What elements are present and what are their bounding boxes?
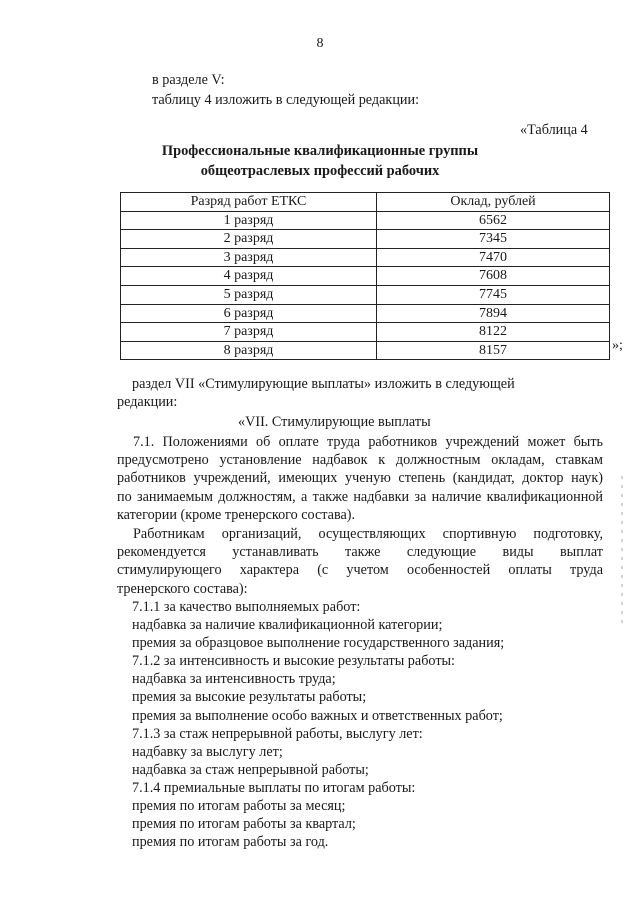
section-intro-line-1: раздел VII «Стимулирующие выплаты» изложить в следующей	[132, 376, 515, 392]
table-row	[121, 211, 610, 230]
grade-cell: 8 разряд	[121, 341, 377, 360]
paragraph-2-line: стимулирующего характера (с учетом особенностей оплаты труда	[117, 562, 603, 579]
list-item: премия за выполнение особо важных и ответственных работ;	[132, 707, 503, 724]
paragraph-1	[117, 433, 603, 524]
intro-line-1: в разделе V:	[152, 72, 225, 88]
salary-cell: 6562	[377, 211, 610, 230]
column-header-grade: Разряд работ ЕТКС	[121, 193, 377, 212]
section-title: «VII. Стимулирующие выплаты	[238, 414, 431, 430]
column-header-salary: Оклад, рублей	[377, 193, 610, 212]
intro-line-2: таблицу 4 изложить в следующей редакции:	[152, 92, 420, 108]
list-item: надбавка за наличие квалификационной категории;	[132, 617, 443, 634]
table-heading-line-1: Профессиональные квалификационные группы	[161, 143, 479, 159]
table-row	[121, 230, 610, 249]
list-item: надбавка за стаж непрерывной работы;	[132, 761, 369, 778]
list-item: премия по итогам работы за квартал;	[132, 816, 356, 833]
table-row	[121, 341, 610, 360]
list-item: премия по итогам работы за месяц;	[132, 798, 346, 815]
table-header-row	[121, 193, 610, 212]
list-item: 7.1.3 за стаж непрерывной работы, выслугу лет:	[132, 725, 423, 742]
paragraph-1-line: 7.1. Положениями об оплате труда работников учреждений может быть	[133, 434, 603, 450]
paragraph-1-line: по занимаемым должностям, а также надбавки за наличие квалификационной	[117, 488, 603, 505]
paragraph-2-line: тренерского состава):	[117, 580, 248, 597]
paragraph-1-line: категории (кроме тренерского состава).	[117, 506, 356, 523]
list-item: надбавку за выслугу лет;	[132, 743, 283, 760]
paragraph-1-line: работников учреждений, имеющих ученую степень (кандидат, доктор наук)	[117, 470, 603, 487]
table-row	[121, 323, 610, 342]
table-heading-line-2: общеотраслевых профессий рабочих	[200, 163, 440, 179]
grade-cell: 7 разряд	[121, 323, 377, 342]
salary-cell: 7345	[377, 230, 610, 249]
paragraph-2-line: рекомендуется устанавливать также следующие виды выплат	[117, 544, 603, 561]
section-intro-line-2: редакции:	[117, 394, 178, 410]
salary-cell: 8157	[377, 341, 610, 360]
payments-list	[132, 598, 504, 851]
grade-cell: 1 разряд	[121, 211, 377, 230]
salary-cell: 7894	[377, 304, 610, 323]
list-item: 7.1.2 за интенсивность и высокие результаты работы:	[132, 653, 455, 670]
grade-cell: 6 разряд	[121, 304, 377, 323]
salary-table	[120, 192, 610, 360]
list-item: 7.1.1 за качество выполняемых работ:	[132, 599, 361, 615]
salary-cell: 7470	[377, 248, 610, 267]
salary-cell: 7608	[377, 267, 610, 286]
table-row	[121, 248, 610, 267]
grade-cell: 3 разряд	[121, 248, 377, 267]
salary-cell: 7745	[377, 285, 610, 304]
list-item: премия за высокие результаты работы;	[132, 689, 367, 706]
page-number: 8	[316, 36, 324, 51]
paragraph-2-line: Работникам организаций, осуществляющих спортивную подготовку,	[133, 526, 603, 542]
salary-cell: 8122	[377, 323, 610, 342]
paragraph-2	[117, 525, 603, 598]
list-item: надбавка за интенсивность труда;	[132, 671, 336, 688]
margin-stamp-marks	[621, 476, 623, 626]
table-row	[121, 267, 610, 286]
table-row	[121, 285, 610, 304]
table-closing-quote: »;	[612, 338, 623, 353]
list-item: премия за образцовое выполнение государственного задания;	[132, 635, 505, 652]
grade-cell: 5 разряд	[121, 285, 377, 304]
table-reference: «Таблица 4	[520, 122, 588, 138]
table-row	[121, 304, 610, 323]
grade-cell: 4 разряд	[121, 267, 377, 286]
paragraph-1-line: предусмотрено установление надбавок к должностным окладам, ставкам	[117, 452, 603, 469]
grade-cell: 2 разряд	[121, 230, 377, 249]
list-item: 7.1.4 премиальные выплаты по итогам работы:	[132, 779, 416, 796]
list-item: премия по итогам работы за год.	[132, 834, 329, 851]
